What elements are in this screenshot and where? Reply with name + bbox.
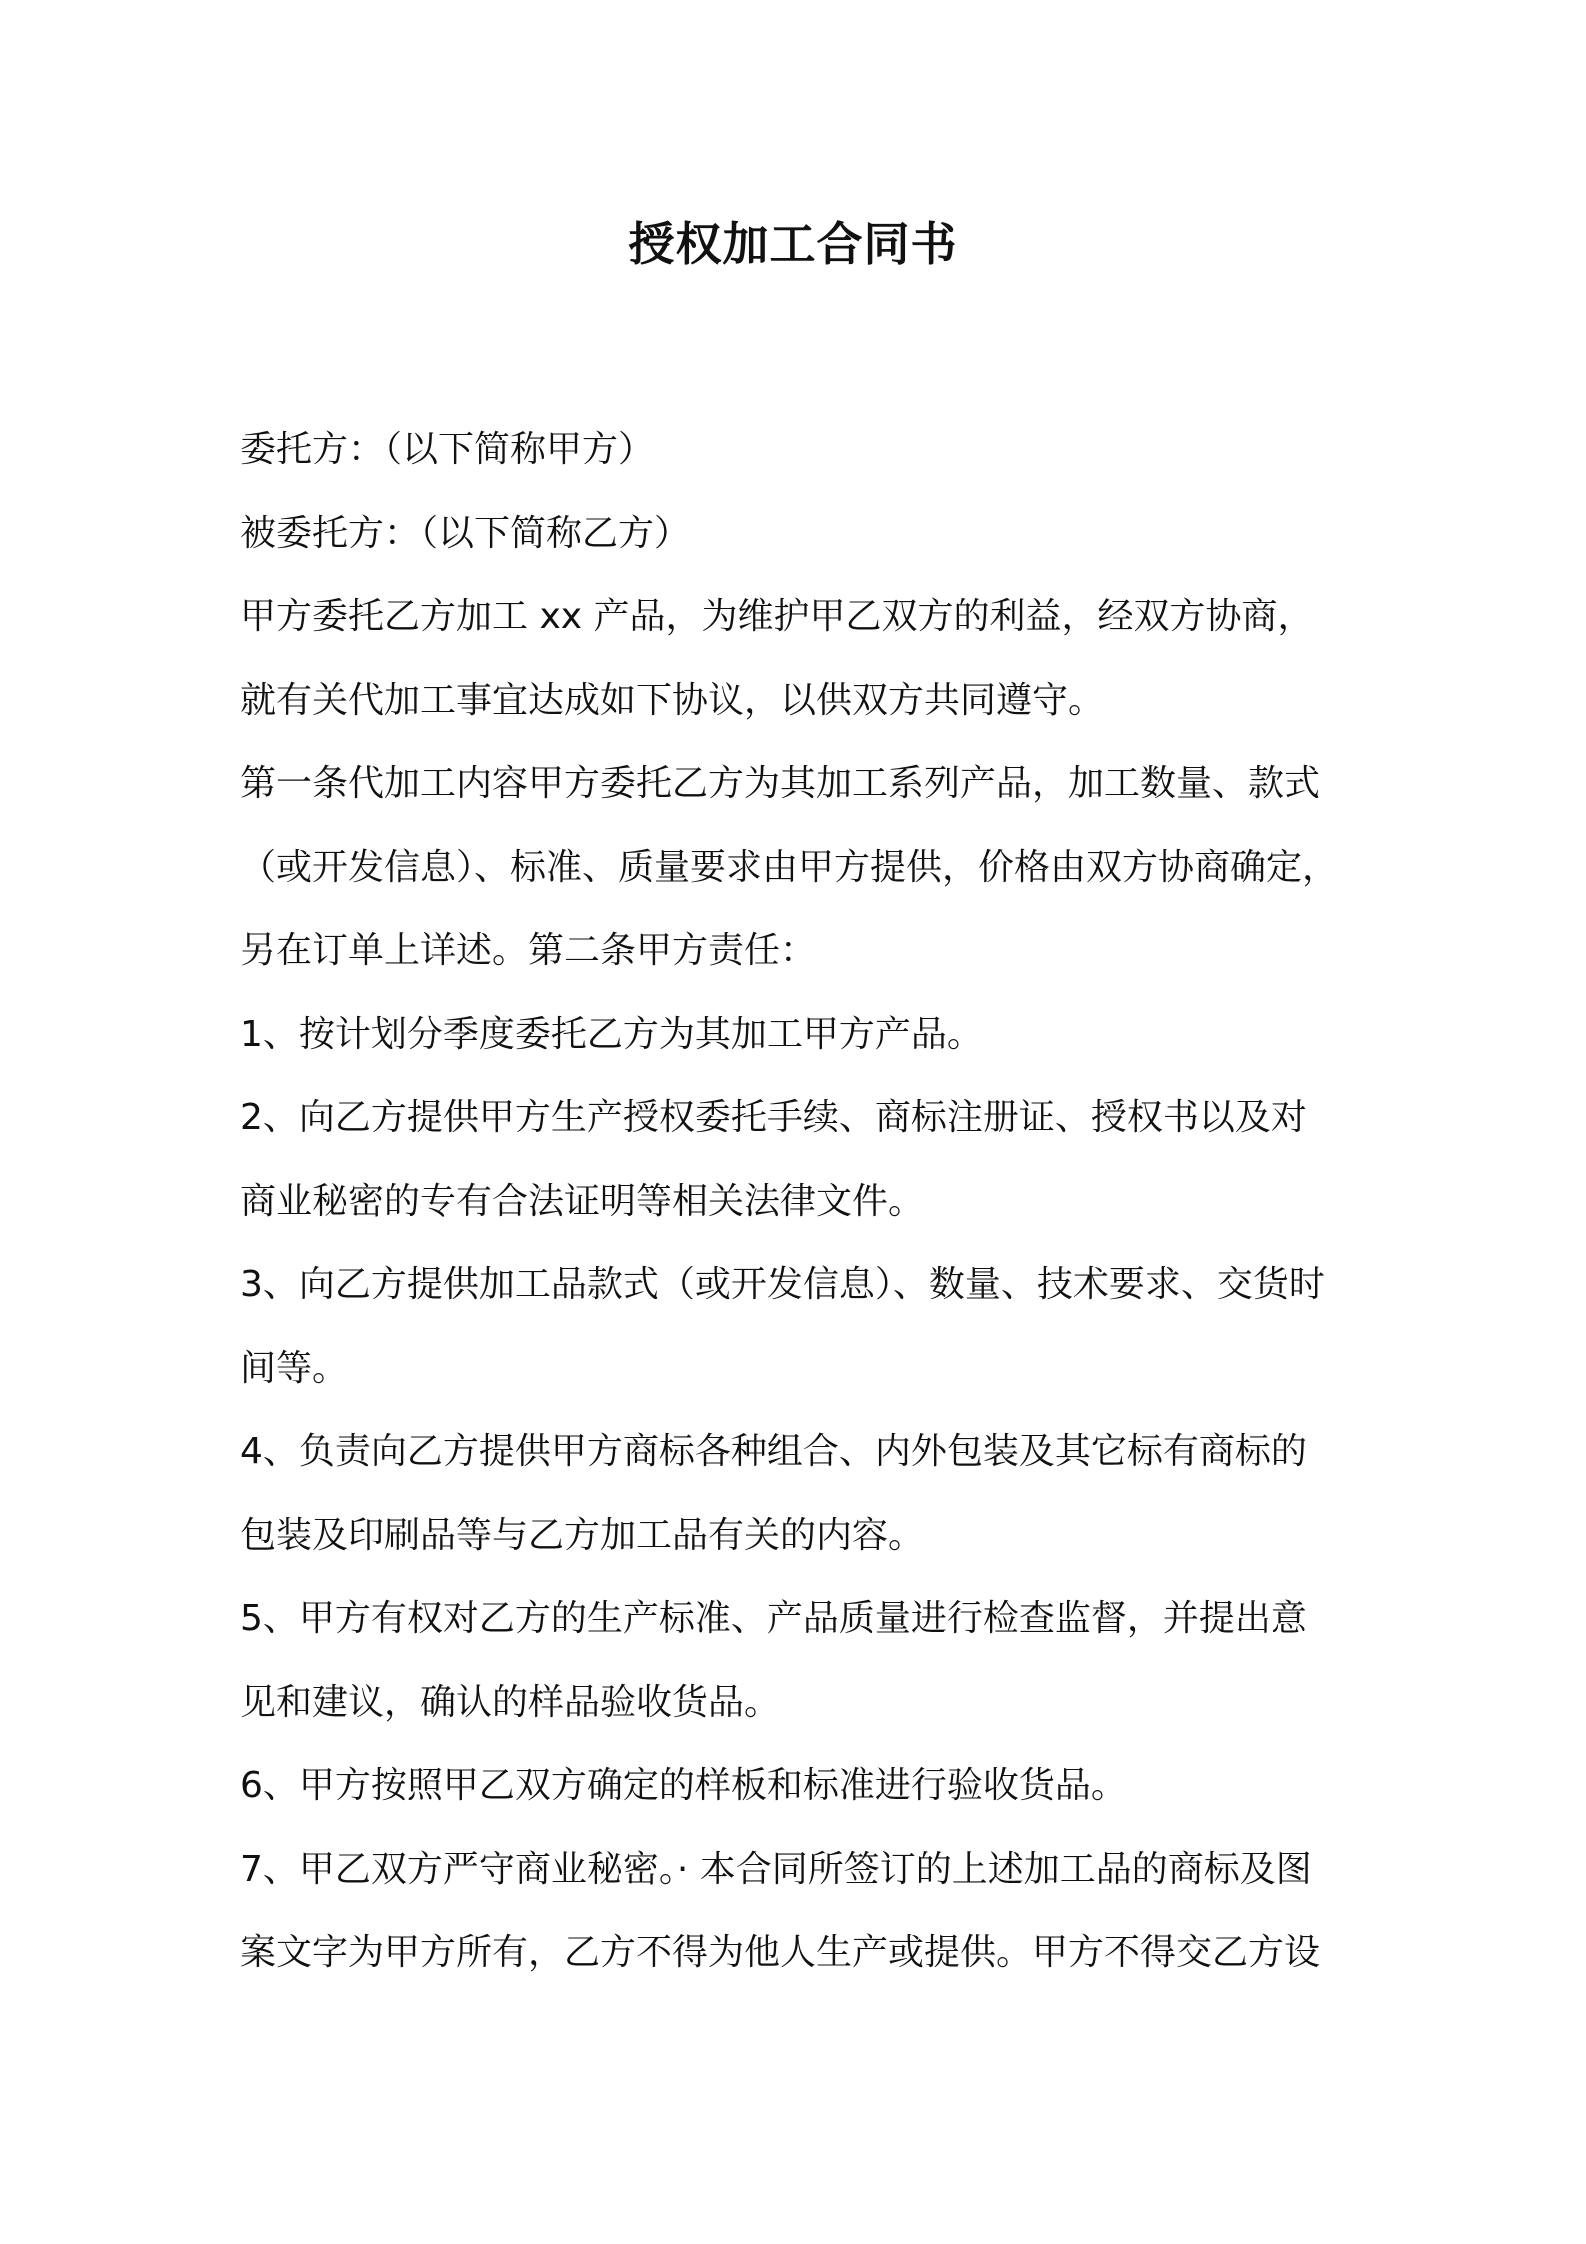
paragraph-line: 见和建议，确认的样品验收货品。 [240, 1681, 781, 1723]
paragraph-line: 案文字为甲方所有，乙方不得为他人生产或提供。甲方不得交乙方设 [240, 1932, 1321, 1973]
paragraph-line: 间等。 [240, 1347, 349, 1389]
paragraph-line: 第一条代加工内容甲方委托乙方为其加工系列产品，加工数量、款式 [240, 763, 1321, 804]
clause-item-7: 7、甲乙双方严守商业秘密。· 本合同所签订的上述加工品的商标及图 [240, 1848, 1312, 1890]
paragraph-line: 甲方委托乙方加工 xx 产品，为维护甲乙双方的利益，经双方协商， [240, 596, 1314, 637]
contractor-party-line: 被委托方：（以下简称乙方） [240, 512, 691, 554]
client-party-line: 委托方：（以下简称甲方） [240, 429, 655, 470]
clause-item-3: 3、向乙方提供加工品款式（或开发信息）、数量、技术要求、交货时 [240, 1264, 1325, 1305]
paragraph-line: 就有关代加工事宜达成如下协议，以供双方共同遵守。 [240, 679, 1105, 721]
paragraph-line: （或开发信息）、标准、质量要求由甲方提供，价格由双方协商确定， [240, 846, 1339, 888]
paragraph-line: 商业秘密的专有合法证明等相关法律文件。 [240, 1180, 925, 1222]
clause-item-5: 5、甲方有权对乙方的生产标准、产品质量进行检查监督，并提出意 [240, 1598, 1307, 1639]
paragraph-line: 另在订单上详述。第二条甲方责任： [240, 930, 817, 971]
clause-item-1: 1、按计划分季度委托乙方为其加工甲方产品。 [240, 1013, 983, 1055]
document-body [240, 408, 1360, 1995]
document-title: 授权加工合同书 [628, 217, 958, 271]
clause-item-2: 2、向乙方提供甲方生产授权委托手续、商标注册证、授权书以及对 [240, 1097, 1307, 1138]
clause-item-6: 6、甲方按照甲乙双方确定的样板和标准进行验收货品。 [240, 1765, 1127, 1806]
clause-item-4: 4、负责向乙方提供甲方商标各种组合、内外包装及其它标有商标的 [240, 1431, 1307, 1472]
paragraph-line: 包装及印刷品等与乙方加工品有关的内容。 [240, 1514, 925, 1556]
